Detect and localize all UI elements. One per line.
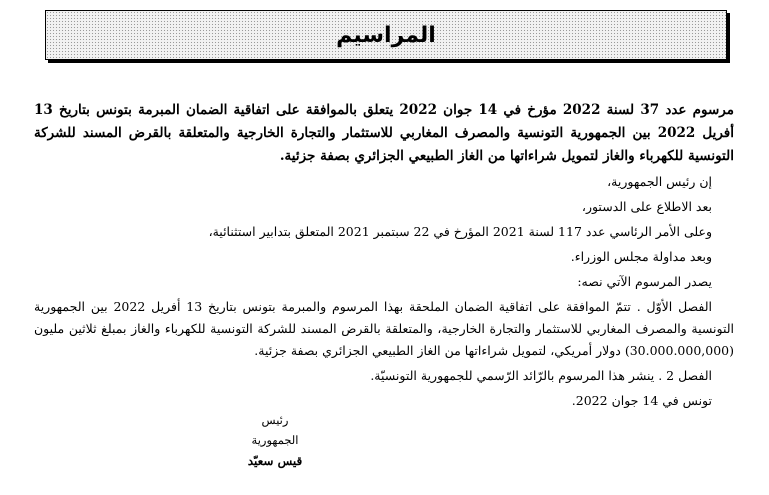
article-1: الفصل الأوّل . تتمّ الموافقة على اتفاقية الضمان الملحقة بهذا المرسوم والمبرمة بتونس بتاريخ 13 أفريل 2022 بين الجمهورية التونسية والمصرف المغاربي للاستثمار والتجارة الخارجية، والمتعلقة بالقرض المسند للشركة التونسية للكهرباء والغاز بمبلغ ثلاثين مليون (30.000.000,000) دولار أمريكي، لتمويل شراءاتها من الغاز الطبيعي الجزائري بصفة جزئية.: [34, 299, 734, 358]
date-line: تونس في 14 جوان 2022.: [571, 393, 712, 408]
preamble-council-deliberation: وبعد مداولة مجلس الوزراء.: [570, 249, 712, 264]
decree-content: [34, 99, 734, 412]
article-2: الفصل 2 . ينشر هذا المرسوم بالرّائد الرّسمي للجمهورية التونسيّة.: [370, 368, 712, 383]
section-title: المراسيم: [336, 22, 436, 48]
enactment-formula: يصدر المرسوم الآتي نصه:: [577, 274, 712, 289]
signatory-name: قيس سعيّد: [247, 454, 303, 468]
preamble-presidential-order: وعلى الأمر الرئاسي عدد 117 لسنة 2021 المؤرخ في 22 سبتمبر 2021 المتعلق بتدابير استثنائية،: [208, 224, 712, 239]
signature-block: [240, 410, 310, 472]
preamble-opening: إن رئيس الجمهورية،: [607, 174, 712, 189]
preamble-constitution: بعد الاطلاع على الدستور،: [581, 199, 712, 214]
signatory-role: رئيس الجمهورية: [251, 413, 299, 447]
decree-title: مرسوم عدد 37 لسنة 2022 مؤرخ في 14 جوان 2022 يتعلق بالموافقة على اتفاقية الضمان المبرمة بتونس بتاريخ 13 أفريل 2022 بين الجمهورية التونسية والمصرف المغاربي للاستثمار والتجارة الخارجية والمتعلقة بالقرض المسند للشركة التونسية للكهرباء والغاز لتمويل شراءاتها من الغاز الطبيعي الجزائري بصفة جزئية.: [34, 102, 734, 164]
section-header-box: [45, 10, 727, 60]
